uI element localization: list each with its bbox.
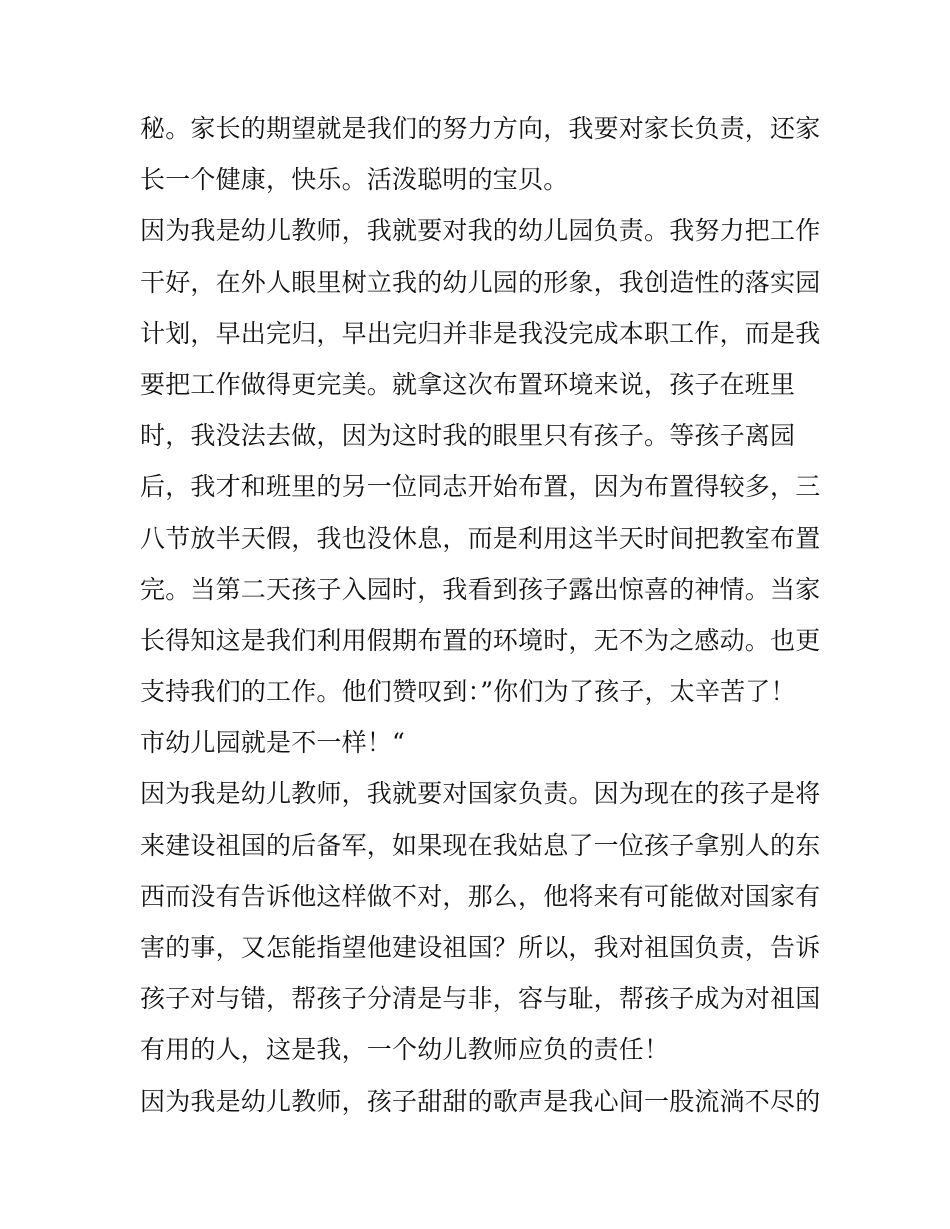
text-line: 害的事，又怎能指望他建设祖国？所以，我对祖国负责，告诉: [140, 933, 821, 962]
text-line: 时，我没法去做，因为这时我的眼里只有孩子。等孩子离园: [140, 421, 796, 451]
text-line: 有用的人，这是我，一个幼儿教师应负的责任！: [140, 1035, 670, 1065]
text-line: 因为我是幼儿教师，我就要对国家负责。因为现在的孩子是将: [140, 779, 821, 809]
text-line: 长得知这是我们利用假期布置的环境时，无不为之感动。也更: [140, 625, 821, 655]
text-line: 秘。家长的期望就是我们的努力方向，我要对家长负责，还家: [140, 114, 821, 143]
text-line: 因为我是幼儿教师，孩子甜甜的歌声是我心间一股流淌不尽的: [140, 1086, 821, 1116]
text-line: 来建设祖国的后备军，如果现在我姑息了一位孩子拿别人的东: [140, 830, 821, 860]
text-line: 因为我是幼儿教师，我就要对我的幼儿园负责。我努力把工作: [140, 216, 821, 246]
text-line: 干好，在外人眼里树立我的幼儿园的形象，我创造性的落实园: [140, 267, 821, 297]
text-line: 孩子对与错，帮孩子分清是与非，容与耻，帮孩子成为对祖国: [140, 984, 821, 1014]
text-line: 后，我才和班里的另一位同志开始布置，因为布置得较多，三: [140, 472, 821, 502]
text-line: 长一个健康，快乐。活泼聪明的宝贝。: [140, 165, 569, 195]
text-line: 要把工作做得更完美。就拿这次布置环境来说，孩子在班里: [140, 369, 796, 399]
text-line: 八节放半天假，我也没休息，而是利用这半天时间把教室布置: [140, 523, 821, 553]
body-text: [140, 103, 820, 1127]
text-line: 支持我们的工作。他们赞叹到：”你们为了孩子，太辛苦了！: [140, 677, 796, 707]
text-line: 西而没有告诉他这样做不对，那么，他将来有可能做对国家有: [140, 881, 821, 911]
text-line: 计划，早出完归，早出完归并非是我没完成本职工作，而是我: [140, 318, 821, 348]
text-line: 完。当第二天孩子入园时，我看到孩子露出惊喜的神情。当家: [140, 574, 821, 604]
text-line: 市幼儿园就是不一样！“: [140, 728, 405, 758]
